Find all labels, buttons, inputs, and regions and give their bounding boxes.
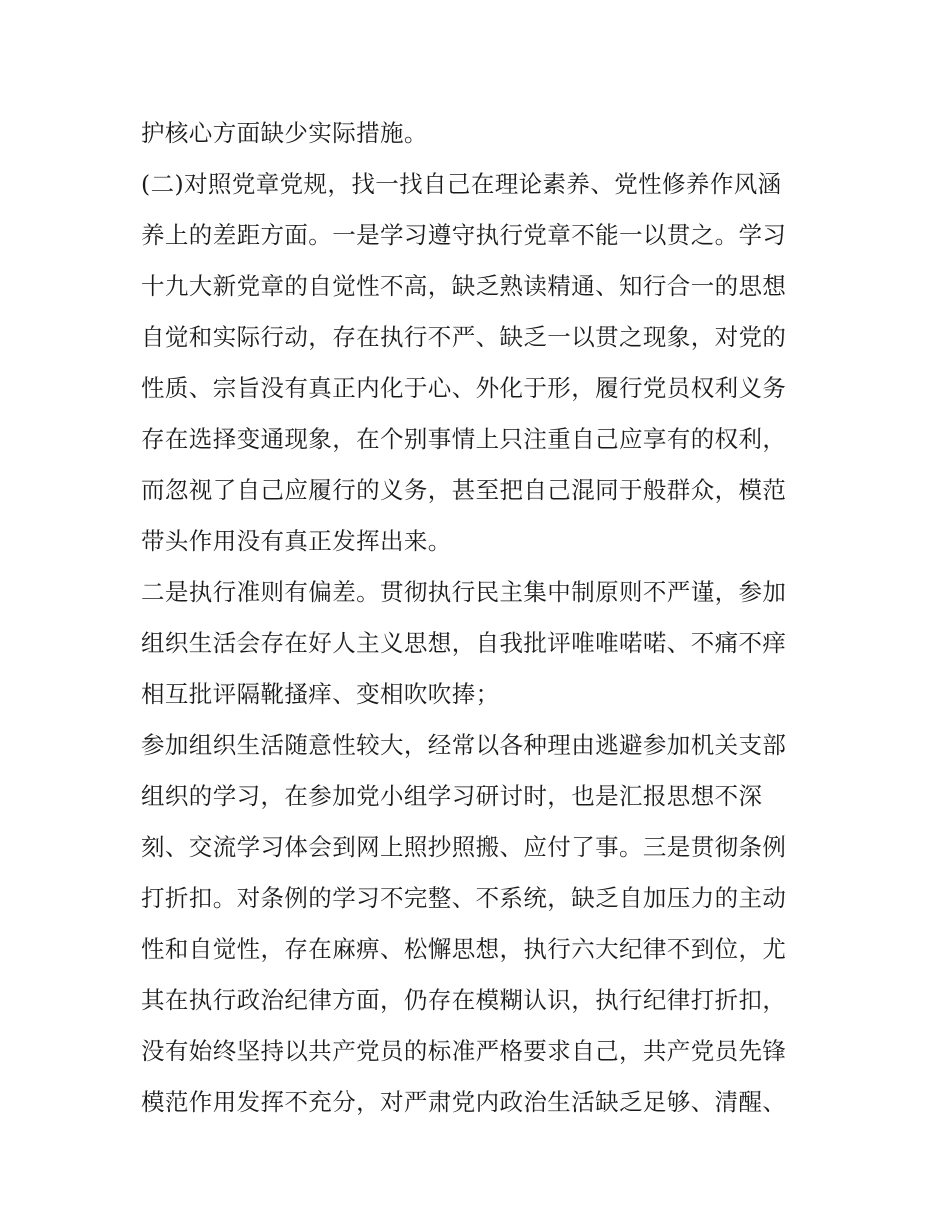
text-line: 自觉和实际行动，存在执行不严、缺乏一以贯之现象，对党的 bbox=[141, 323, 787, 351]
text-line: 参加组织生活随意性较大，经常以各种理由逃避参加机关支部 bbox=[141, 731, 787, 759]
text-line: (二)对照党章党规，找一找自己在理论素养、党性修养作风涵 bbox=[141, 170, 782, 198]
text-line: 十九大新党章的自觉性不高，缺乏熟读精通、知行合一的思想 bbox=[141, 272, 787, 300]
text-line: 组织的学习，在参加党小组学习研讨时，也是汇报思想不深 bbox=[141, 782, 763, 810]
text-line: 相互批评隔靴搔痒、变相吹吹捧； bbox=[141, 680, 500, 708]
text-line: 性和自觉性，存在麻痹、松懈思想，执行六大纪律不到位，尤 bbox=[141, 935, 787, 963]
text-line: 组织生活会存在好人主义思想，自我批评唯唯喏喏、不痛不痒 bbox=[141, 629, 787, 657]
text-line: 带头作用没有真正发挥出来。 bbox=[141, 527, 452, 555]
text-line: 打折扣。对条例的学习不完整、不系统，缺乏自加压力的主动 bbox=[141, 884, 787, 912]
text-line: 养上的差距方面。一是学习遵守执行党章不能一以贯之。学习 bbox=[141, 221, 787, 249]
text-line: 护核心方面缺少实际措施。 bbox=[141, 119, 428, 147]
text-line: 而忽视了自己应履行的义务，甚至把自己混同于般群众，模范 bbox=[141, 476, 787, 504]
text-line: 二是执行准则有偏差。贯彻执行民主集中制原则不严谨，参加 bbox=[141, 578, 787, 606]
text-line: 刻、交流学习体会到网上照抄照搬、应付了事。三是贯彻条例 bbox=[141, 833, 787, 861]
text-line: 模范作用发挥不充分，对严肃党内政治生活缺乏足够、清醒、 bbox=[141, 1088, 787, 1116]
text-line: 性质、宗旨没有真正内化于心、外化于形，履行党员权利义务 bbox=[141, 374, 787, 402]
text-line: 存在选择变通现象，在个别事情上只注重自己应享有的权利， bbox=[141, 425, 787, 453]
text-line: 其在执行政治纪律方面，仍存在模糊认识，执行纪律打折扣， bbox=[141, 986, 787, 1014]
text-line: 没有始终坚持以共产党员的标准严格要求自己，共产党员先锋 bbox=[141, 1037, 787, 1065]
body-text bbox=[141, 108, 821, 1128]
